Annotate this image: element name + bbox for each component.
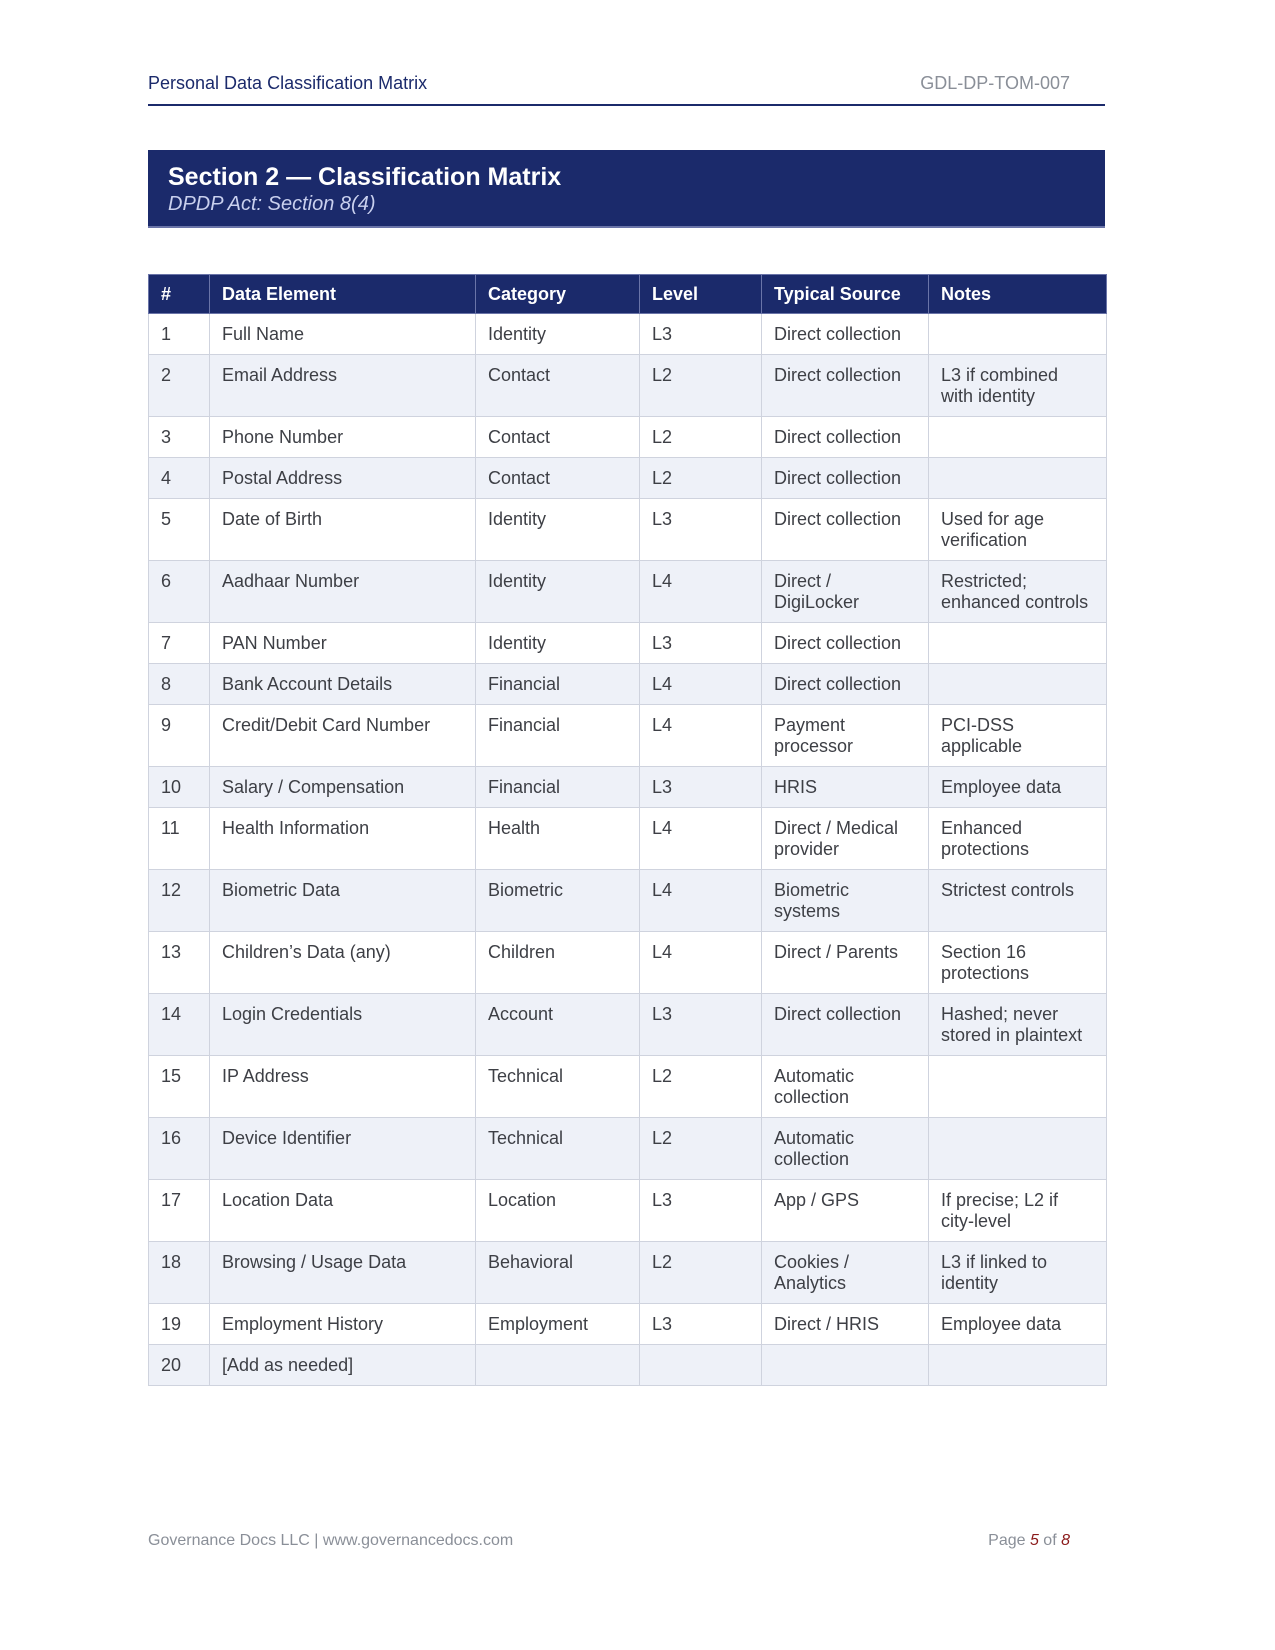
table-row (149, 664, 1107, 705)
cell-level: L2 (640, 417, 762, 458)
cell-typical-source (762, 1345, 929, 1386)
table-row (149, 994, 1107, 1056)
cell-data-element: Salary / Compensation (210, 767, 476, 808)
cell-level: L2 (640, 1242, 762, 1304)
cell-number: 7 (149, 623, 210, 664)
cell-level: L3 (640, 499, 762, 561)
cell-data-element: Email Address (210, 355, 476, 417)
cell-typical-source: Direct collection (762, 499, 929, 561)
cell-notes: Restricted; enhanced controls (929, 561, 1107, 623)
current-page-number: 5 (1029, 1532, 1039, 1549)
cell-notes: L3 if linked to identity (929, 1242, 1107, 1304)
cell-notes: Strictest controls (929, 870, 1107, 932)
cell-notes: Used for age verification (929, 499, 1107, 561)
column-header-data-element: Data Element (210, 275, 476, 314)
cell-data-element: Children’s Data (any) (210, 932, 476, 994)
cell-notes (929, 664, 1107, 705)
cell-category: Biometric (476, 870, 640, 932)
cell-category: Identity (476, 623, 640, 664)
cell-number: 10 (149, 767, 210, 808)
cell-data-element: Device Identifier (210, 1118, 476, 1180)
cell-data-element: Browsing / Usage Data (210, 1242, 476, 1304)
cell-notes (929, 458, 1107, 499)
cell-level: L3 (640, 767, 762, 808)
cell-category: Location (476, 1180, 640, 1242)
cell-level: L3 (640, 623, 762, 664)
cell-category: Behavioral (476, 1242, 640, 1304)
cell-typical-source: Direct collection (762, 623, 929, 664)
table-row (149, 705, 1107, 767)
cell-number: 8 (149, 664, 210, 705)
cell-number: 2 (149, 355, 210, 417)
cell-notes: PCI-DSS applicable (929, 705, 1107, 767)
cell-level: L3 (640, 1304, 762, 1345)
table-row (149, 417, 1107, 458)
cell-typical-source: Automatic collection (762, 1056, 929, 1118)
cell-data-element: Postal Address (210, 458, 476, 499)
cell-data-element: Login Credentials (210, 994, 476, 1056)
cell-notes (929, 1345, 1107, 1386)
cell-level: L2 (640, 458, 762, 499)
cell-level: L3 (640, 1180, 762, 1242)
cell-category: Financial (476, 767, 640, 808)
table-row (149, 767, 1107, 808)
column-header-level: Level (640, 275, 762, 314)
cell-number: 13 (149, 932, 210, 994)
table-row (149, 808, 1107, 870)
cell-notes: Employee data (929, 1304, 1107, 1345)
cell-number: 19 (149, 1304, 210, 1345)
page-label: Page (988, 1532, 1030, 1549)
cell-typical-source: Direct collection (762, 314, 929, 355)
total-page-count: 8 (1061, 1532, 1070, 1549)
column-header-typical-source: Typical Source (762, 275, 929, 314)
cell-data-element: PAN Number (210, 623, 476, 664)
cell-data-element: Employment History (210, 1304, 476, 1345)
cell-level (640, 1345, 762, 1386)
cell-number: 17 (149, 1180, 210, 1242)
table-row (149, 458, 1107, 499)
cell-category: Contact (476, 458, 640, 499)
cell-number: 11 (149, 808, 210, 870)
cell-category: Identity (476, 499, 640, 561)
cell-data-element: Phone Number (210, 417, 476, 458)
column-header-notes: Notes (929, 275, 1107, 314)
cell-category: Contact (476, 355, 640, 417)
cell-number: 15 (149, 1056, 210, 1118)
cell-typical-source: Payment processor (762, 705, 929, 767)
page-separator: of (1038, 1532, 1062, 1549)
footer-company: Governance Docs LLC | www.governancedocs.com (148, 1532, 514, 1549)
cell-level: L3 (640, 314, 762, 355)
cell-category: Financial (476, 705, 640, 767)
cell-number: 3 (149, 417, 210, 458)
cell-number: 4 (149, 458, 210, 499)
cell-typical-source: Direct collection (762, 458, 929, 499)
cell-number: 18 (149, 1242, 210, 1304)
cell-category: Account (476, 994, 640, 1056)
cell-level: L4 (640, 664, 762, 705)
cell-data-element: IP Address (210, 1056, 476, 1118)
cell-notes (929, 623, 1107, 664)
cell-data-element: Credit/Debit Card Number (210, 705, 476, 767)
cell-number: 14 (149, 994, 210, 1056)
cell-category: Technical (476, 1118, 640, 1180)
table-row (149, 623, 1107, 664)
cell-category: Children (476, 932, 640, 994)
cell-category: Technical (476, 1056, 640, 1118)
cell-level: L4 (640, 932, 762, 994)
cell-notes (929, 417, 1107, 458)
table-row (149, 932, 1107, 994)
cell-category: Identity (476, 314, 640, 355)
cell-number: 20 (149, 1345, 210, 1386)
cell-notes (929, 314, 1107, 355)
cell-typical-source: Direct collection (762, 417, 929, 458)
section-title: Section 2 — Classification Matrix (168, 163, 562, 191)
cell-number: 9 (149, 705, 210, 767)
table-row (149, 1118, 1107, 1180)
cell-notes: Enhanced protections (929, 808, 1107, 870)
cell-data-element: Date of Birth (210, 499, 476, 561)
section-banner (148, 150, 1105, 228)
cell-typical-source: HRIS (762, 767, 929, 808)
cell-typical-source: Direct / HRIS (762, 1304, 929, 1345)
cell-notes: Employee data (929, 767, 1107, 808)
cell-category (476, 1345, 640, 1386)
page-indicator (988, 1532, 1070, 1550)
cell-data-element: Bank Account Details (210, 664, 476, 705)
cell-category: Identity (476, 561, 640, 623)
cell-typical-source: Direct collection (762, 355, 929, 417)
cell-level: L4 (640, 705, 762, 767)
cell-typical-source: Direct collection (762, 664, 929, 705)
cell-typical-source: Biometric systems (762, 870, 929, 932)
cell-level: L2 (640, 1118, 762, 1180)
cell-category: Contact (476, 417, 640, 458)
cell-level: L4 (640, 561, 762, 623)
cell-typical-source: Direct collection (762, 994, 929, 1056)
cell-number: 6 (149, 561, 210, 623)
cell-number: 1 (149, 314, 210, 355)
cell-typical-source: Direct / Medical provider (762, 808, 929, 870)
table-row (149, 1304, 1107, 1345)
table-row (149, 870, 1107, 932)
column-header-number: # (149, 275, 210, 314)
document-title: Personal Data Classification Matrix (148, 73, 428, 93)
cell-data-element: Aadhaar Number (210, 561, 476, 623)
cell-typical-source: Direct / DigiLocker (762, 561, 929, 623)
table-row (149, 355, 1107, 417)
cell-data-element: Location Data (210, 1180, 476, 1242)
table-header-row (149, 275, 1107, 314)
cell-level: L3 (640, 994, 762, 1056)
table-row (149, 1180, 1107, 1242)
cell-category: Health (476, 808, 640, 870)
cell-number: 5 (149, 499, 210, 561)
cell-notes: Hashed; never stored in plaintext (929, 994, 1107, 1056)
table-row (149, 561, 1107, 623)
cell-level: L4 (640, 870, 762, 932)
cell-notes: Section 16 protections (929, 932, 1107, 994)
table-row (149, 1345, 1107, 1386)
column-header-category: Category (476, 275, 640, 314)
cell-notes: If precise; L2 if city-level (929, 1180, 1107, 1242)
page-header (148, 70, 1105, 106)
cell-data-element: Health Information (210, 808, 476, 870)
cell-data-element: Full Name (210, 314, 476, 355)
document-id: GDL-DP-TOM-007 (920, 73, 1070, 93)
cell-notes (929, 1118, 1107, 1180)
cell-category: Financial (476, 664, 640, 705)
cell-number: 16 (149, 1118, 210, 1180)
cell-level: L2 (640, 1056, 762, 1118)
table-row (149, 499, 1107, 561)
cell-data-element: [Add as needed] (210, 1345, 476, 1386)
cell-typical-source: Automatic collection (762, 1118, 929, 1180)
cell-category: Employment (476, 1304, 640, 1345)
cell-data-element: Biometric Data (210, 870, 476, 932)
table-row (149, 1056, 1107, 1118)
cell-typical-source: Direct / Parents (762, 932, 929, 994)
section-subtitle: DPDP Act: Section 8(4) (168, 193, 376, 215)
cell-typical-source: App / GPS (762, 1180, 929, 1242)
cell-number: 12 (149, 870, 210, 932)
cell-notes: L3 if combined with identity (929, 355, 1107, 417)
table-row (149, 1242, 1107, 1304)
cell-level: L2 (640, 355, 762, 417)
cell-level: L4 (640, 808, 762, 870)
cell-notes (929, 1056, 1107, 1118)
classification-matrix-table (148, 274, 1107, 1386)
table-row (149, 314, 1107, 355)
cell-typical-source: Cookies / Analytics (762, 1242, 929, 1304)
